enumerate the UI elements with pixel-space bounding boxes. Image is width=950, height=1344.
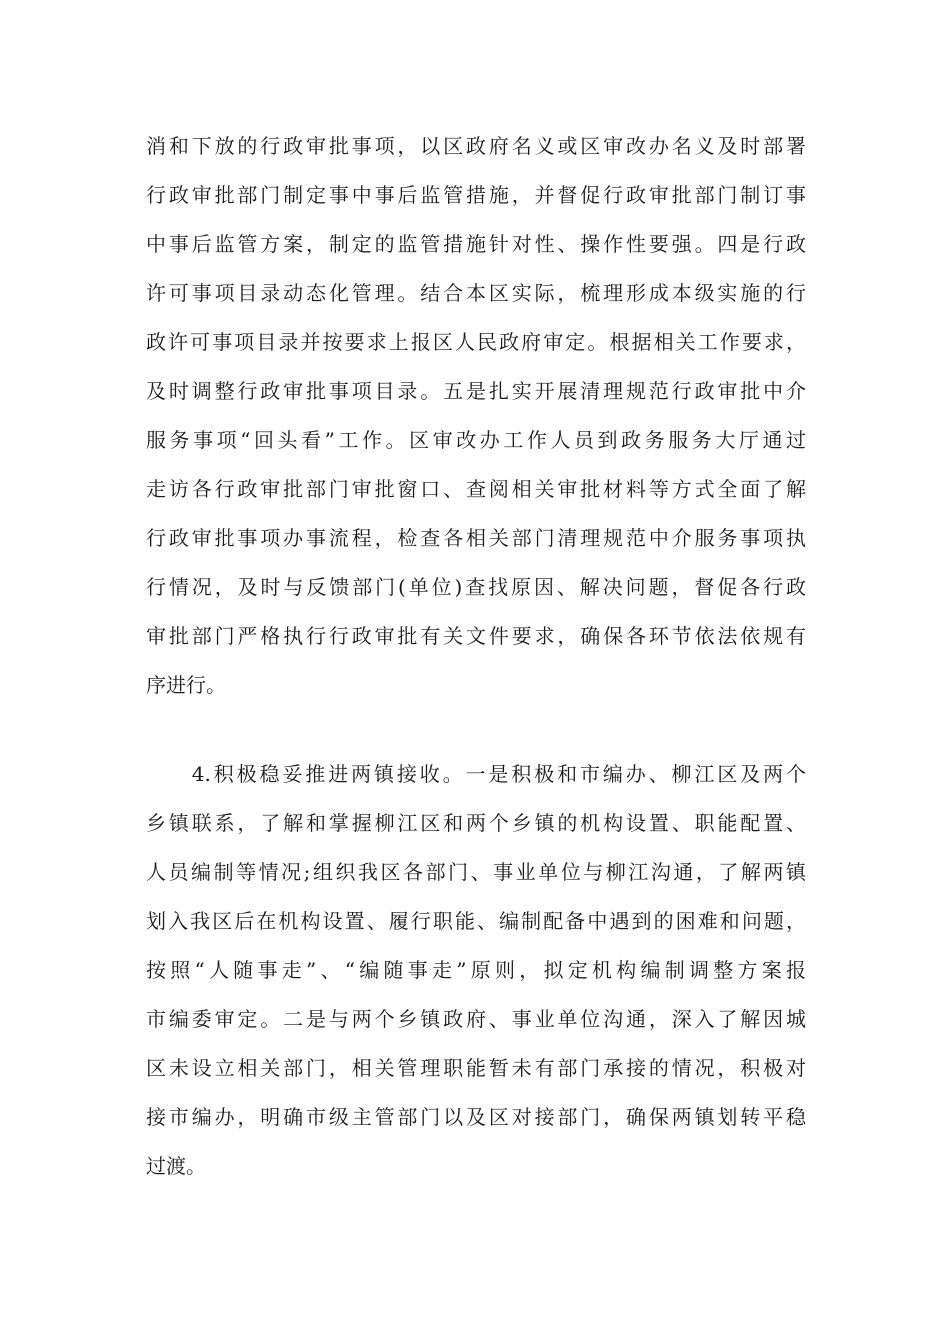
text-line: 乡镇联系，了解和掌握柳江区和两个乡镇的机构设置、职能配置、 (146, 811, 806, 835)
paragraph-approval-items (146, 122, 806, 710)
text-line: 序进行。 (146, 673, 226, 697)
text-line: 行情况，及时与反馈部门(单位)查找原因、解决问题，督促各行政 (146, 575, 806, 599)
text-line: 行政审批事项办事流程，检查各相关部门清理规范中介服务事项执 (146, 526, 806, 550)
text-line: 市编委审定。二是与两个乡镇政府、事业单位沟通，深入了解因城 (146, 1007, 806, 1031)
text-line: 按照“人随事走”、“编随事走”原则，拟定机构编制调整方案报 (146, 958, 806, 982)
text-line: 人员编制等情况;组织我区各部门、事业单位与柳江沟通，了解两镇 (146, 860, 806, 884)
text-line: 行政审批部门制定事中事后监管措施，并督促行政审批部门制订事 (146, 183, 806, 207)
text-line: 中事后监管方案，制定的监管措施针对性、操作性要强。四是行政 (146, 232, 806, 256)
paragraph-two-towns (146, 750, 806, 1191)
text-line: 及时调整行政审批事项目录。五是扎实开展清理规范行政审批中介 (146, 379, 806, 403)
text-line: 划入我区后在机构设置、履行职能、编制配备中遇到的困难和问题， (146, 909, 806, 933)
text-line: 服务事项“回头看”工作。区审改办工作人员到政务服务大厅通过 (146, 428, 806, 452)
text-line: 走访各行政审批部门审批窗口、查阅相关审批材料等方式全面了解 (146, 477, 806, 501)
text-line: 许可事项目录动态化管理。结合本区实际，梳理形成本级实施的行 (146, 281, 806, 305)
text-line: 消和下放的行政审批事项，以区政府名义或区审改办名义及时部署 (146, 134, 806, 158)
text-line: 过渡。 (146, 1154, 206, 1178)
text-line: 4.积极稳妥推进两镇接收。一是积极和市编办、柳江区及两个 (146, 762, 806, 786)
text-line: 审批部门严格执行行政审批有关文件要求，确保各环节依法依规有 (146, 624, 806, 648)
text-line: 区未设立相关部门，相关管理职能暂未有部门承接的情况，积极对 (146, 1056, 806, 1080)
text-line: 接市编办，明确市级主管部门以及区对接部门，确保两镇划转平稳 (146, 1105, 806, 1129)
text-line: 政许可事项目录并按要求上报区人民政府审定。根据相关工作要求， (146, 330, 806, 354)
